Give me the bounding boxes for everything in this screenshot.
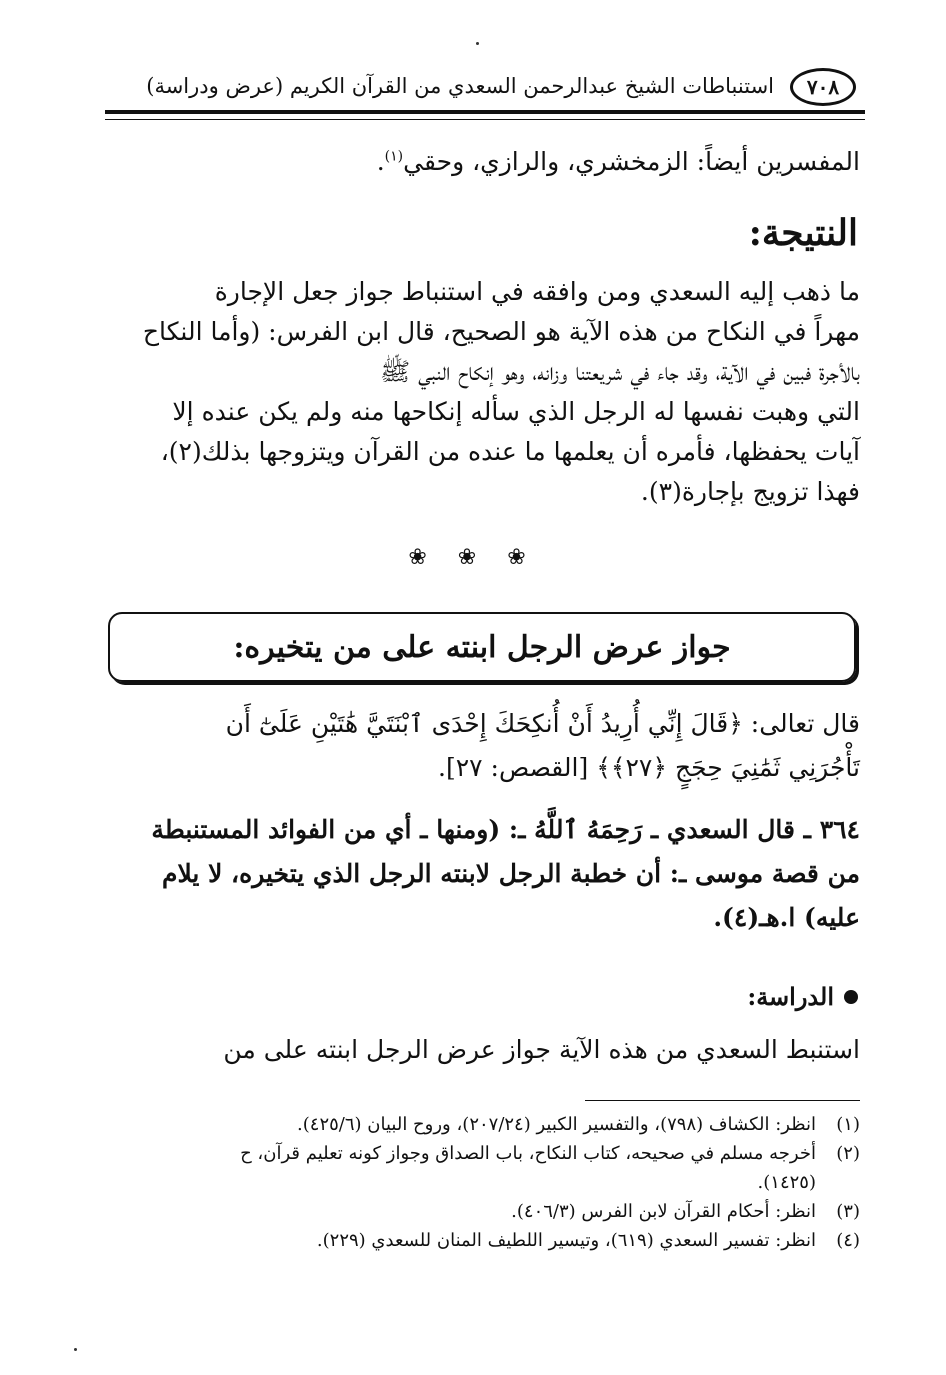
page-number: ٧٠٨ — [806, 75, 840, 99]
saadi-quote — [110, 808, 860, 940]
quote-line: ٣٦٤ ـ قال السعدي ـ رَحِمَهُ ٱللَّهُ ـ: (ومنها ـ أي من الفوائد المستنبطة — [151, 815, 860, 844]
footnote-text: انظر: أحكام القرآن لابن الفرس (٤٠٦/٣). — [511, 1201, 816, 1222]
result-line: فهذا تزويج بإجارة(٣). — [640, 477, 860, 506]
footnote-number: (٢) — [836, 1143, 860, 1164]
result-line: بالأجرة فبين في الآية، وقد جاء في شريعتنا وزانه، وهو إنكاح النبي ﷺ — [379, 357, 860, 386]
footnote-continuation: (١٤٢٥). — [757, 1172, 816, 1193]
result-line: مهراً في النكاح من هذه الآية هو الصحيح، قال ابن الفرس: (وأما النكاح — [142, 317, 860, 346]
footnote-rule — [585, 1100, 860, 1101]
running-title: استنباطات الشيخ عبدالرحمن السعدي من القرآن الكريم (عرض ودراسة) — [146, 74, 774, 98]
footnote — [100, 1139, 860, 1168]
footnote-text: انظر: الكشاف (٧٩٨)، والتفسير الكبير (٢٠٧/٢٤)، وروح البيان (٤٢٥/٦). — [297, 1114, 816, 1135]
header-rule-thin — [105, 119, 865, 120]
verse-paragraph — [110, 702, 860, 790]
footnotes — [100, 1110, 860, 1255]
result-heading: النتيجة: — [748, 212, 858, 254]
section-separator: ❀ ❀ ❀ — [408, 545, 538, 570]
study-paragraph — [110, 1030, 860, 1070]
study-heading-text: الدراسة: — [747, 982, 834, 1011]
footnote — [100, 1226, 860, 1255]
footnote-text: انظر: تفسير السعدي (٦١٩)، وتيسير اللطيف المنان للسعدي (٢٢٩). — [316, 1230, 816, 1251]
footnote — [100, 1197, 860, 1226]
result-line: التي وهبت نفسها له الرجل الذي سأله إنكاحها منه ولم يكن عنده إلا — [172, 397, 860, 426]
quote-line: من قصة موسى ـ: أن خطبة الرجل لابنته الرجل الذي يتخيره، لا يلام — [162, 859, 860, 888]
footnote-number: (١) — [836, 1114, 860, 1135]
section-title: جواز عرض الرجل ابنته على من يتخيره: — [233, 629, 731, 665]
page-number-badge — [790, 68, 856, 106]
result-line: ما ذهب إليه السعدي ومن وافقه في استنباط جواز جعل الإجارة — [214, 277, 860, 306]
scan-speck — [74, 1348, 77, 1351]
header-rule-thick — [105, 110, 865, 114]
intro-paragraph: المفسرين أيضاً: الزمخشري، والرازي، وحقي$^{(١)}$. — [376, 147, 860, 176]
intro-text: المفسرين أيضاً: الزمخشري، والرازي، وحقي — [403, 147, 860, 176]
verse-line: قال تعالى: ﴿قَالَ إِنِّي أُرِيدُ أَنْ أُنكِحَكَ إِحْدَى ٱبْنَتَيَّ هَٰتَيْنِ عَلَىٰٓ أَن — [225, 709, 860, 738]
result-line: آيات يحفظها، فأمره أن يعلمها ما عنده من القرآن ويتزوجها بذلك(٢)، — [160, 437, 860, 466]
section-title-box — [108, 612, 856, 682]
footnote-number: (٣) — [836, 1201, 860, 1222]
result-paragraph — [110, 272, 860, 512]
verse-line: تَأْجُرَنِي ثَمَٰنِيَ حِجَجٍ ﴿٢٧﴾﴾ [القصص: ٢٧]. — [438, 753, 860, 782]
footnote-ref: (١) — [384, 148, 404, 165]
quote-line: عليه) ا.هـ(٤). — [713, 903, 860, 932]
footnote — [100, 1110, 860, 1139]
study-heading — [747, 982, 858, 1011]
footnote-number: (٤) — [836, 1230, 860, 1251]
footnote-text: أخرجه مسلم في صحيحه، كتاب النكاح، باب الصداق وجواز كونه تعليم قرآن، ح — [240, 1143, 816, 1164]
study-line: استنبط السعدي من هذه الآية جواز عرض الرجل ابنته على من — [223, 1035, 860, 1064]
scan-speck — [476, 42, 479, 45]
bullet-icon — [844, 990, 858, 1004]
